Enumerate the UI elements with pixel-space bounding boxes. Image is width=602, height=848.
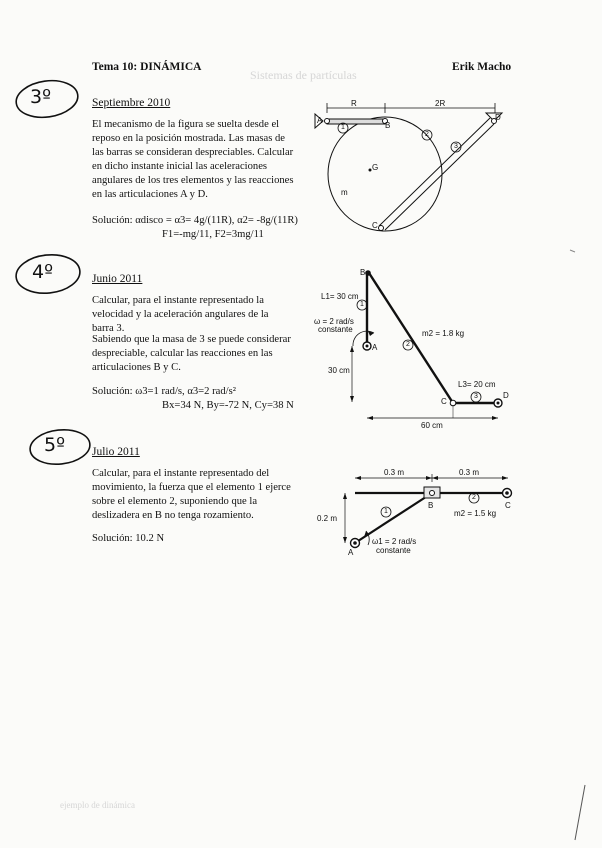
problem-number-3: 3º [30,86,52,108]
bleed-text-bottom: ejemplo de dinámica [60,800,135,810]
fig4-label-60cm: 60 cm [421,421,443,430]
fig3-label-C: C [372,221,378,230]
fig3-label-D: D [495,113,501,122]
problem-3-solution-line-2: F1=-mg/11, F2=3mg/11 [162,229,264,240]
fig3-label-2R: 2R [435,99,446,108]
fig4-label-constante: constante [318,325,353,334]
fig4-element-2: 2 [406,341,410,348]
fig5-label-A: A [348,548,354,557]
fig4-element-1: 1 [360,301,364,308]
fig5-label-03-left: 0.3 m [384,468,405,477]
fig5-label-03-right: 0.3 m [459,468,480,477]
fig4-label-D: D [503,391,509,400]
fig4-label-m2: m2 = 1.8 kg [422,329,465,338]
fig4-label-A: A [372,343,378,352]
fig4-label-C: C [441,397,447,406]
fig5-element-2: 2 [472,494,476,501]
fig5-label-B: B [428,501,434,510]
fig4-label-L3: L3= 20 cm [458,380,496,389]
fig5-label-C: C [505,501,511,510]
fig3-label-G: G [372,163,379,172]
fig4-label-B: B [360,268,366,277]
problem-4-date: Junio 2011 [92,273,143,285]
fig3-element-3: 3 [454,143,458,150]
fig4-label-omega: ω = 2 rad/s [314,317,354,326]
problem-4-solution-line-2: Bx=34 N, By=-72 N, Cy=38 N [162,400,294,411]
problem-4-solution-line-1: Solución: ω3=1 rad/s, α3=2 rad/s² [92,386,236,397]
problem-4-statement-b: Sabiendo que la masa de 3 se puede considerar despreciable, calcular las reacciones en las articulaciones B y C. [92,334,291,373]
bleed-text-top: Sistemas de partículas [250,68,357,82]
author-name: Erik Macho [452,61,512,73]
fig3-element-2: 2 [425,131,429,138]
fig5-label-m2: m2 = 1.5 kg [454,509,497,518]
problem-3-statement: El mecanismo de la figura se suelta desde el reposo en la posición mostrada. Las masas de las barras se consideran despreciables. Calcular en dicho instante inicial las aceleraciones angulares de los tres elementos y las reacciones en las articulaciones A y D. [92,119,294,200]
fig3-label-m: m [341,188,348,197]
problem-3-solution-line-1: Solución: αdisco = α3= 4g/(11R), α2= -8g/(11R) [92,215,298,226]
page-title: Tema 10: DINÁMICA [92,61,202,73]
problem-number-5: 5º [44,434,66,456]
fig4-label-L1: L1= 30 cm [321,292,359,301]
fig3-label-R: R [351,99,357,108]
problem-3-date: Septiembre 2010 [92,97,171,109]
fig3-label-B: B [385,121,391,130]
fig5-label-constante: constante [376,546,411,555]
problem-5-solution: Solución: 10.2 N [92,533,165,544]
problem-5-statement: Calcular, para el instante representado del movimiento, la fuerza que el elemento 1 ejerce sobre el elemento 2, suponiendo que la deslizadera en B no tenga rozamiento. [92,468,291,521]
fig3-element-1: 1 [341,124,345,131]
problem-number-4: 4º [32,261,54,283]
fig3-label-A: A [317,116,323,125]
fig5-label-02: 0.2 m [317,514,338,523]
problem-4-statement-a: Calcular, para el instante representado la velocidad y la aceleración angulares de la barra 3. [92,295,269,334]
fig5-element-1: 1 [384,508,388,515]
fig4-element-3: 3 [474,393,478,400]
fig4-label-30cm: 30 cm [328,366,350,375]
problem-5-date: Julio 2011 [92,446,140,458]
fig5-label-omega: ω1 = 2 rad/s [372,537,417,546]
